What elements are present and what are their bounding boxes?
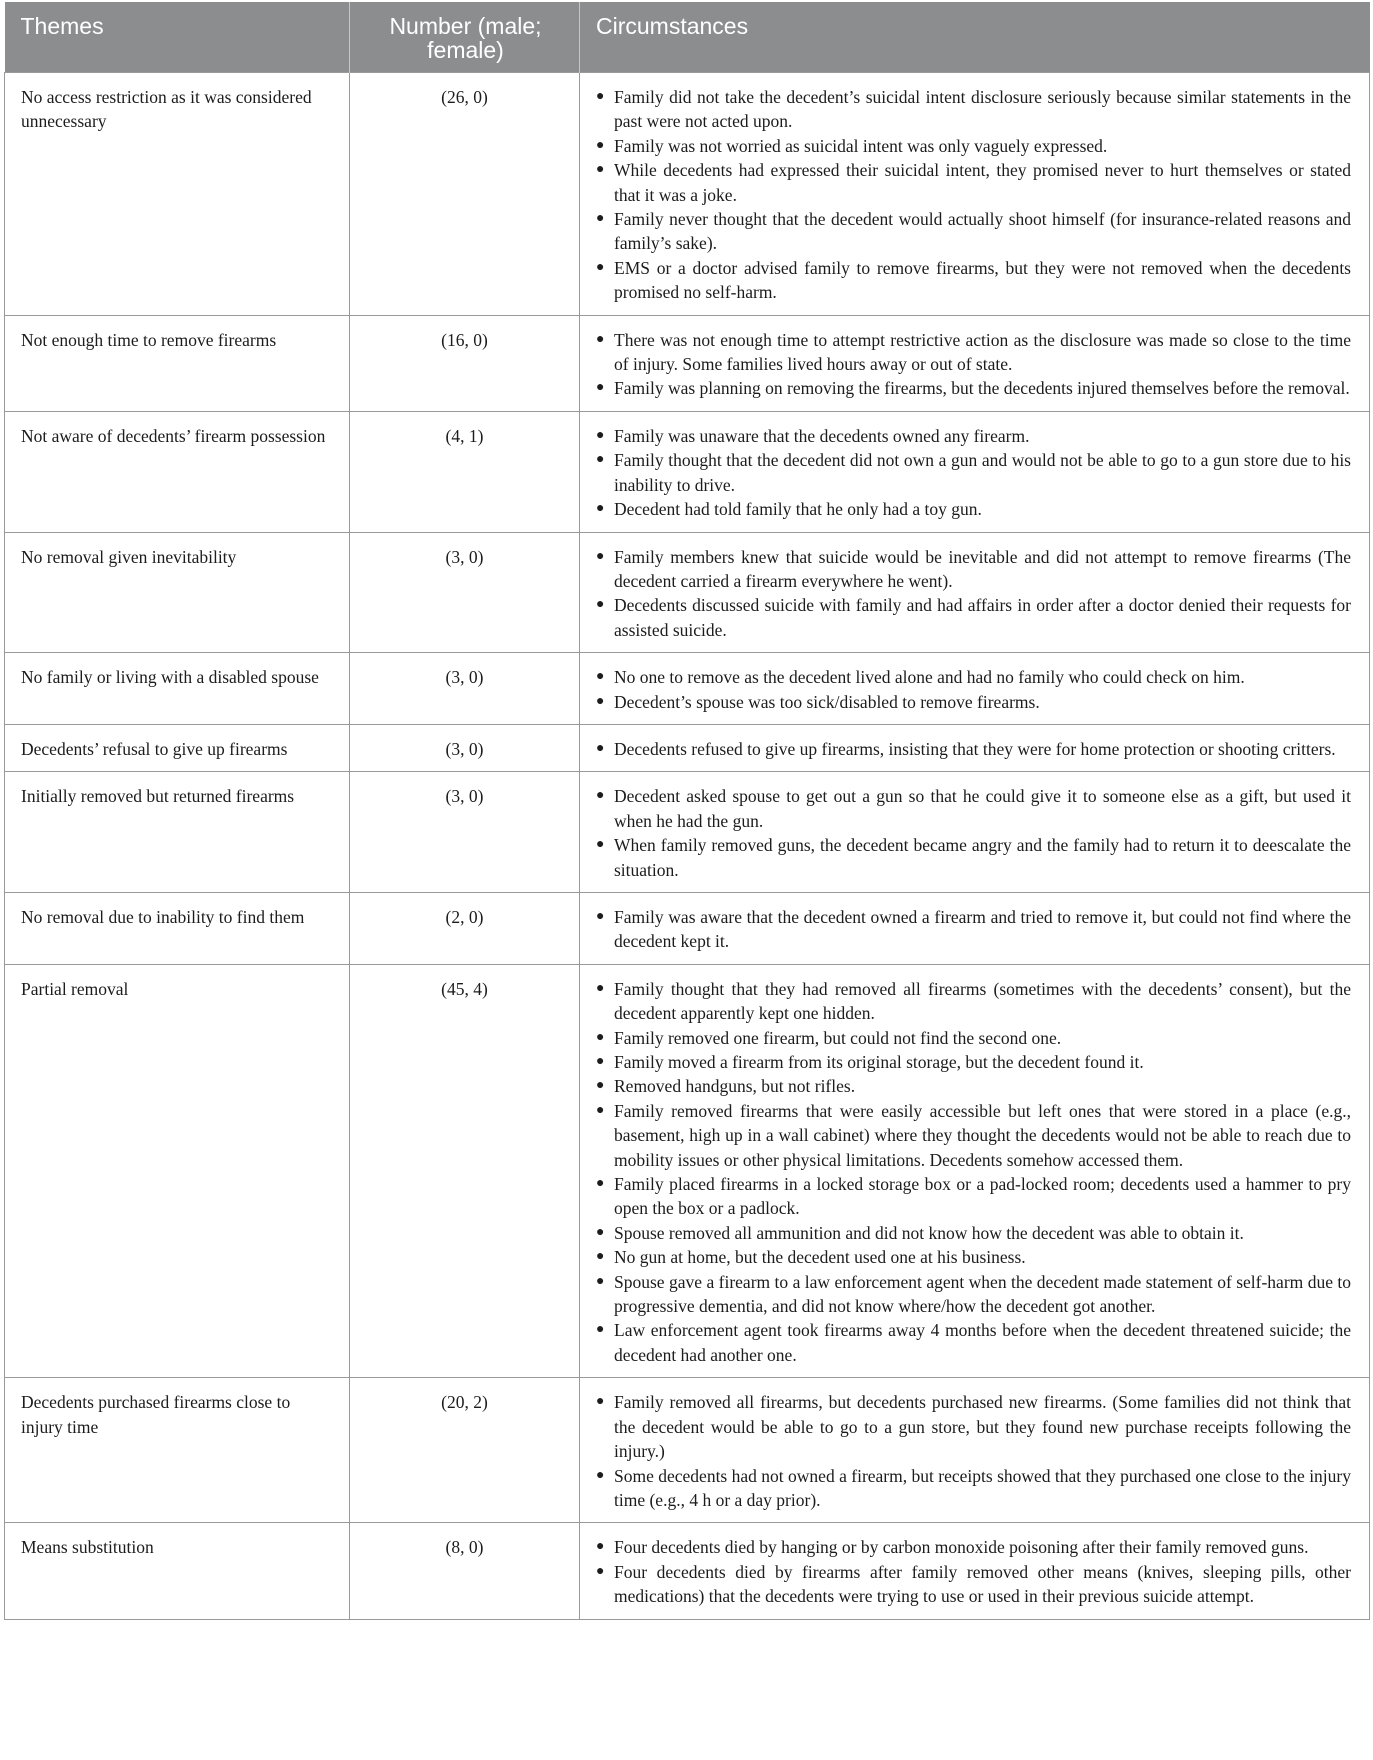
bullet-icon: ● bbox=[596, 980, 605, 996]
table-body bbox=[5, 73, 1370, 1620]
circumstance-text: Family did not take the decedent’s suicidal intent disclosure seriously because similar statements in the past were not acted upon. bbox=[614, 87, 1351, 132]
list-item bbox=[596, 905, 1351, 954]
bullet-icon: ● bbox=[596, 1273, 605, 1289]
circumstances-list bbox=[596, 665, 1351, 714]
list-item bbox=[596, 1318, 1351, 1367]
bullet-icon: ● bbox=[596, 1224, 605, 1240]
number-cell: (8, 0) bbox=[350, 1523, 580, 1619]
header-circumstances: Circumstances bbox=[580, 2, 1370, 73]
table-header bbox=[5, 2, 1370, 73]
circumstance-text: Decedent had told family that he only had a toy gun. bbox=[614, 499, 982, 520]
circumstance-text: Family was planning on removing the firearms, but the decedents injured themselves before the removal. bbox=[614, 378, 1350, 399]
circumstances-list bbox=[596, 328, 1351, 401]
themes-table bbox=[4, 2, 1370, 1620]
circumstance-text: When family removed guns, the decedent became angry and the family had to return it to deescalate the situation. bbox=[614, 835, 1351, 880]
list-item bbox=[596, 977, 1351, 1026]
bullet-icon: ● bbox=[596, 1029, 605, 1045]
theme-cell: Not aware of decedents’ firearm possession bbox=[5, 411, 350, 532]
list-item bbox=[596, 134, 1351, 158]
number-cell: (26, 0) bbox=[350, 73, 580, 316]
bullet-icon: ● bbox=[596, 1078, 605, 1094]
circumstances-list bbox=[596, 737, 1351, 761]
theme-cell: Partial removal bbox=[5, 964, 350, 1378]
circumstance-text: Law enforcement agent took firearms away 4 months before when the decedent threatened suicide; the decedent had another one. bbox=[614, 1320, 1351, 1365]
circumstance-text: Family members knew that suicide would be inevitable and did not attempt to remove firearms (The decedent carried a firearm everywhere he went). bbox=[614, 546, 1351, 591]
table-row bbox=[5, 532, 1370, 653]
number-cell: (45, 4) bbox=[350, 964, 580, 1378]
bullet-icon: ● bbox=[596, 211, 605, 227]
circumstance-text: Family removed firearms that were easily accessible but left ones that were stored in a place (e.g., basement, high up in a wall cabinet) where they thought the decedents would not be able to reach due to mobility issues or other physical limitations. Decedents somehow accessed them. bbox=[614, 1100, 1351, 1170]
theme-cell: Decedents purchased firearms close to injury time bbox=[5, 1378, 350, 1523]
header-number: Number (male; female) bbox=[350, 2, 580, 73]
bullet-icon: ● bbox=[596, 669, 605, 685]
table-container bbox=[4, 2, 1369, 1620]
table-row bbox=[5, 653, 1370, 725]
circumstance-text: Removed handguns, but not rifles. bbox=[614, 1076, 856, 1097]
table-row bbox=[5, 724, 1370, 771]
circumstance-text: Four decedents died by firearms after family removed other means (knives, sleeping pills, other medications) that the decedents were trying to use or used in their previous suicide attempt. bbox=[614, 1561, 1351, 1607]
circumstances-cell bbox=[580, 1378, 1370, 1523]
bullet-icon: ● bbox=[596, 908, 605, 924]
number-cell: (4, 1) bbox=[350, 411, 580, 532]
bullet-icon: ● bbox=[596, 1394, 605, 1410]
circumstances-list bbox=[596, 977, 1351, 1368]
list-item bbox=[596, 545, 1351, 594]
circumstances-cell bbox=[580, 411, 1370, 532]
bullet-icon: ● bbox=[596, 1563, 605, 1579]
bullet-icon: ● bbox=[596, 89, 605, 104]
theme-cell: Initially removed but returned firearms bbox=[5, 772, 350, 893]
bullet-icon: ● bbox=[596, 452, 605, 468]
list-item bbox=[596, 85, 1351, 134]
bullet-icon: ● bbox=[596, 1102, 605, 1118]
theme-cell: Decedents’ refusal to give up firearms bbox=[5, 724, 350, 771]
theme-cell: No removal due to inability to find them bbox=[5, 892, 350, 964]
bullet-icon: ● bbox=[596, 1176, 605, 1192]
bullet-icon: ● bbox=[596, 137, 605, 153]
circumstances-cell bbox=[580, 964, 1370, 1378]
list-item bbox=[596, 158, 1351, 207]
header-themes: Themes bbox=[5, 2, 350, 73]
circumstance-text: Family thought that the decedent did not own a gun and would not be able to go to a gun store due to his inability to drive. bbox=[614, 450, 1351, 495]
circumstance-text: EMS or a doctor advised family to remove firearms, but they were not removed when the decedents promised no self-harm. bbox=[614, 257, 1351, 303]
circumstances-list bbox=[596, 905, 1351, 954]
list-item bbox=[596, 833, 1351, 882]
number-cell: (3, 0) bbox=[350, 653, 580, 725]
circumstance-text: Decedents refused to give up firearms, insisting that they were for home protection or shooting critters. bbox=[614, 738, 1336, 759]
circumstance-text: Family placed firearms in a locked storage box or a pad-locked room; decedents used a hammer to pry open the box or a padlock. bbox=[614, 1174, 1351, 1219]
circumstance-text: Family removed all firearms, but decedents purchased new firearms. (Some families did not think that the decedent would be able to go to a gun store, but they found new purchase receipts following the injury.) bbox=[614, 1392, 1351, 1462]
theme-cell: No access restriction as it was considered unnecessary bbox=[5, 73, 350, 316]
circumstance-text: Family thought that they had removed all firearms (sometimes with the decedents’ consent), but the decedent apparently kept one hidden. bbox=[614, 978, 1351, 1024]
list-item bbox=[596, 207, 1351, 256]
circumstance-text: Family never thought that the decedent would actually shoot himself (for insurance-related reasons and family’s sake). bbox=[614, 209, 1351, 254]
circumstance-text: Spouse gave a firearm to a law enforcement agent when the decedent made statement of self-harm due to progressive dementia, and did not know where/how the decedent got another. bbox=[614, 1271, 1351, 1317]
bullet-icon: ● bbox=[596, 1467, 605, 1483]
number-cell: (20, 2) bbox=[350, 1378, 580, 1523]
list-item bbox=[596, 737, 1351, 761]
bullet-icon: ● bbox=[596, 501, 605, 517]
list-item bbox=[596, 1535, 1351, 1559]
table-row bbox=[5, 892, 1370, 964]
circumstance-text: Family was not worried as suicidal intent was only vaguely expressed. bbox=[614, 135, 1108, 156]
circumstances-cell bbox=[580, 532, 1370, 653]
list-item bbox=[596, 1172, 1351, 1221]
list-item bbox=[596, 1099, 1351, 1172]
circumstance-text: Four decedents died by hanging or by carbon monoxide poisoning after their family removed guns. bbox=[614, 1537, 1309, 1558]
bullet-icon: ● bbox=[596, 837, 605, 853]
number-cell: (16, 0) bbox=[350, 315, 580, 411]
circumstance-text: There was not enough time to attempt restrictive action as the disclosure was made so close to the time of injury. Some families lived hours away or out of state. bbox=[614, 329, 1351, 375]
list-item bbox=[596, 784, 1351, 833]
list-item bbox=[596, 448, 1351, 497]
number-cell: (3, 0) bbox=[350, 772, 580, 893]
circumstance-text: Family removed one firearm, but could not find the second one. bbox=[614, 1027, 1062, 1048]
circumstance-text: Decedent asked spouse to get out a gun so that he could give it to someone else as a gift, but used it when he had the gun. bbox=[614, 786, 1351, 831]
bullet-icon: ● bbox=[596, 740, 605, 756]
table-row bbox=[5, 411, 1370, 532]
circumstances-list bbox=[596, 85, 1351, 305]
circumstance-text: Family moved a firearm from its original storage, but the decedent found it. bbox=[614, 1052, 1144, 1072]
list-item bbox=[596, 497, 1351, 521]
circumstance-text: No gun at home, but the decedent used one at his business. bbox=[614, 1247, 1026, 1268]
number-cell: (2, 0) bbox=[350, 892, 580, 964]
table-row bbox=[5, 964, 1370, 1378]
bullet-icon: ● bbox=[596, 693, 605, 709]
bullet-icon: ● bbox=[596, 788, 605, 804]
circumstances-list bbox=[596, 545, 1351, 643]
list-item bbox=[596, 1026, 1351, 1050]
circumstance-text: Decedent’s spouse was too sick/disabled to remove firearms. bbox=[614, 691, 1040, 712]
table-row bbox=[5, 1523, 1370, 1619]
bullet-icon: ● bbox=[596, 1054, 605, 1069]
bullet-icon: ● bbox=[596, 331, 605, 347]
bullet-icon: ● bbox=[596, 1249, 605, 1265]
circumstance-text: While decedents had expressed their suicidal intent, they promised never to hurt themselves or stated that it was a joke. bbox=[614, 160, 1351, 205]
circumstances-list bbox=[596, 424, 1351, 522]
list-item bbox=[596, 1050, 1351, 1074]
list-item bbox=[596, 1560, 1351, 1609]
header-row bbox=[5, 2, 1370, 73]
circumstances-cell bbox=[580, 1523, 1370, 1619]
theme-cell: No removal given inevitability bbox=[5, 532, 350, 653]
bullet-icon: ● bbox=[596, 1539, 605, 1555]
list-item bbox=[596, 1464, 1351, 1513]
circumstance-text: Spouse removed all ammunition and did not know how the decedent was able to obtain it. bbox=[614, 1222, 1244, 1243]
theme-cell: Means substitution bbox=[5, 1523, 350, 1619]
list-item bbox=[596, 1390, 1351, 1463]
circumstances-cell bbox=[580, 892, 1370, 964]
circumstances-cell bbox=[580, 772, 1370, 893]
circumstances-list bbox=[596, 1390, 1351, 1512]
bullet-icon: ● bbox=[596, 259, 605, 275]
table-row bbox=[5, 73, 1370, 316]
circumstances-list bbox=[596, 1535, 1351, 1608]
circumstances-list bbox=[596, 784, 1351, 882]
circumstances-cell bbox=[580, 315, 1370, 411]
number-cell: (3, 0) bbox=[350, 724, 580, 771]
number-cell: (3, 0) bbox=[350, 532, 580, 653]
circumstances-cell bbox=[580, 724, 1370, 771]
bullet-icon: ● bbox=[596, 380, 605, 396]
circumstance-text: Some decedents had not owned a firearm, but receipts showed that they purchased one close to the injury time (e.g., 4 h or a day prior). bbox=[614, 1465, 1351, 1510]
list-item bbox=[596, 1270, 1351, 1319]
list-item bbox=[596, 376, 1351, 400]
theme-cell: No family or living with a disabled spouse bbox=[5, 653, 350, 725]
circumstance-text: Family was aware that the decedent owned a firearm and tried to remove it, but could not find where the decedent kept it. bbox=[614, 906, 1351, 952]
list-item bbox=[596, 665, 1351, 689]
bullet-icon: ● bbox=[596, 1322, 605, 1338]
bullet-icon: ● bbox=[596, 548, 605, 564]
table-row bbox=[5, 315, 1370, 411]
list-item bbox=[596, 1221, 1351, 1245]
circumstance-text: No one to remove as the decedent lived alone and had no family who could check on him. bbox=[614, 667, 1245, 688]
theme-cell: Not enough time to remove firearms bbox=[5, 315, 350, 411]
list-item bbox=[596, 690, 1351, 714]
list-item bbox=[596, 256, 1351, 305]
list-item bbox=[596, 328, 1351, 377]
circumstances-cell bbox=[580, 653, 1370, 725]
circumstance-text: Family was unaware that the decedents owned any firearm. bbox=[614, 425, 1030, 446]
circumstances-cell bbox=[580, 73, 1370, 316]
bullet-icon: ● bbox=[596, 162, 605, 178]
bullet-icon: ● bbox=[596, 427, 605, 443]
list-item bbox=[596, 424, 1351, 448]
table-row bbox=[5, 772, 1370, 893]
list-item bbox=[596, 1245, 1351, 1269]
table-row bbox=[5, 1378, 1370, 1523]
bullet-icon: ● bbox=[596, 597, 605, 613]
circumstance-text: Decedents discussed suicide with family and had affairs in order after a doctor denied their requests for assisted suicide. bbox=[614, 595, 1351, 640]
list-item bbox=[596, 1074, 1351, 1098]
list-item bbox=[596, 593, 1351, 642]
